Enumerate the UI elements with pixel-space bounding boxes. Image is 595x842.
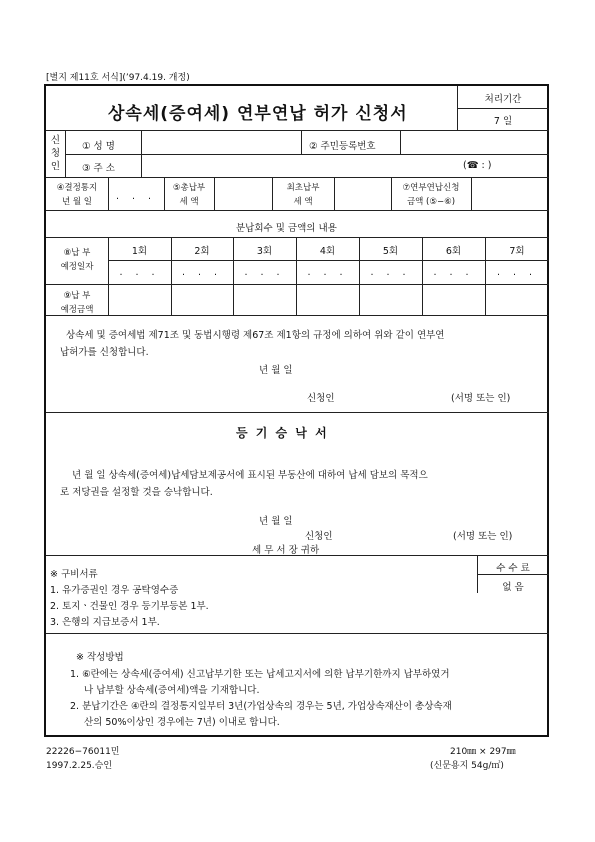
document-item-2: 2. 토지ㆍ건물인 경우 등기부등본 1부.	[50, 601, 209, 612]
consent-signer-label: 신청인	[305, 531, 333, 542]
phone-label: (☎ : )	[463, 160, 492, 171]
consent-text-line1: 년 월 일 상속세(증여세)납세담보제공서에 표시된 부동산에 대하여 납세 담보의 목적으	[72, 470, 428, 481]
paper-size: 210㎜ × 297㎜	[450, 747, 516, 757]
due-amount-label: ⑨납 부 예정금액	[60, 291, 94, 315]
round-5-date[interactable]: . . .	[370, 267, 411, 278]
consent-date-line: 년 월 일	[259, 516, 293, 527]
round-3-amount[interactable]	[234, 285, 295, 314]
round-7-date[interactable]: . . .	[496, 267, 538, 278]
addressee: 세 무 서 장 귀하	[252, 545, 320, 556]
schedule-heading: 분납회수 및 금액의 내용	[236, 223, 337, 234]
installment-amount-field[interactable]	[472, 178, 549, 209]
name-label: ① 성 명	[82, 141, 115, 152]
documents-heading: ※ 구비서류	[50, 569, 98, 580]
approval-date: 1997.2.25.승인	[46, 761, 113, 771]
round-6-header: 6회	[445, 246, 462, 257]
fee-value: 없 음	[502, 582, 524, 593]
round-6-amount[interactable]	[423, 285, 484, 314]
round-2-header: 2회	[194, 246, 210, 257]
round-1-date[interactable]: . . .	[119, 267, 160, 278]
first-tax-field[interactable]	[335, 178, 390, 209]
round-4-date[interactable]: . . .	[307, 267, 348, 278]
due-date-label: ⑧납 부 예정일자	[60, 248, 94, 272]
installment-amount-label: ⑦연부연납신청 금액 (⑤−⑥)	[402, 183, 460, 207]
processing-period-label: 처리기간	[484, 94, 522, 105]
form-title: 상속세(증여세) 연부연납 허가 신청서	[108, 104, 408, 124]
application-signer-field[interactable]	[341, 386, 446, 402]
instruction-line-1: 1. ⑥란에는 상속세(증여세) 신고납부기한 또는 납세고지서에 의한 납부기한까지 납부하였거	[70, 669, 450, 680]
total-tax-label: ⑤총납부 세 액	[172, 183, 206, 207]
round-2-date[interactable]: . . .	[181, 267, 223, 278]
consent-signature-mark: (서명 또는 인)	[453, 531, 513, 542]
consent-text-line2: 로 저당권을 설정할 것을 승낙합니다.	[60, 487, 213, 498]
instructions-heading: ※ 작성방법	[76, 652, 124, 663]
form-number: [별지 제11호 서식](’97.4.19. 개정)	[46, 73, 190, 83]
application-date-line: 년 월 일	[259, 365, 293, 376]
instruction-line-4: 산의 50%이상인 경우에는 7년) 이내로 합니다.	[84, 717, 280, 728]
round-1-amount[interactable]	[109, 285, 170, 314]
round-7-amount[interactable]	[486, 285, 548, 314]
paper-type: (신문용지 54g/㎡)	[430, 761, 504, 771]
applicant-group-label: 신 청 인	[50, 135, 61, 172]
decision-date-label: ④결정통지 년 월 일	[56, 183, 98, 207]
round-3-date[interactable]: . . .	[244, 267, 285, 278]
round-5-header: 5회	[382, 246, 399, 257]
resident-id-label: ② 주민등록번호	[309, 141, 376, 152]
application-text-line2: 납허가를 신청합니다.	[60, 347, 149, 358]
round-4-amount[interactable]	[297, 285, 358, 314]
address-label: ③ 주 소	[82, 163, 115, 174]
decision-date-field[interactable]: . . .	[115, 191, 157, 202]
instruction-line-3: 2. 분납기간은 ④란의 결정통지일부터 3년(가업상속의 경우는 5년, 가업상속재산이 총상속재	[70, 701, 452, 712]
resident-id-field[interactable]	[401, 131, 549, 153]
consent-title: 등 기 승 낙 서	[236, 426, 329, 440]
form-code: 22226−76011민	[46, 747, 120, 757]
round-5-amount[interactable]	[360, 285, 421, 314]
fee-label: 수 수 료	[496, 563, 530, 574]
round-2-amount[interactable]	[172, 285, 232, 314]
round-4-header: 4회	[319, 246, 336, 257]
document-item-3: 3. 은행의 지급보증서 1부.	[50, 617, 160, 628]
instruction-line-2: 나 납부할 상속세(증여세)액을 기재합니다.	[84, 685, 260, 696]
round-1-header: 1회	[131, 246, 148, 257]
name-field[interactable]	[142, 131, 300, 153]
first-tax-label: 최초납부 세 액	[286, 183, 320, 207]
address-field[interactable]	[142, 155, 452, 176]
document-item-1: 1. 유가증권인 경우 공탁영수증	[50, 585, 179, 596]
application-text-line1: 상속세 및 증여세법 제71조 및 동법시행령 제67조 제1항의 규정에 의하여 위와 같이 연부연	[66, 330, 445, 341]
application-signer-label: 신청인	[307, 393, 335, 404]
processing-period-value: 7 일	[493, 116, 513, 127]
consent-signer-field[interactable]	[339, 524, 444, 540]
round-6-date[interactable]: . . .	[433, 267, 474, 278]
application-signature-mark: (서명 또는 인)	[451, 393, 511, 404]
total-tax-field[interactable]	[215, 178, 271, 209]
round-7-header: 7회	[509, 246, 525, 257]
application-form	[44, 84, 549, 737]
round-3-header: 3회	[256, 246, 273, 257]
